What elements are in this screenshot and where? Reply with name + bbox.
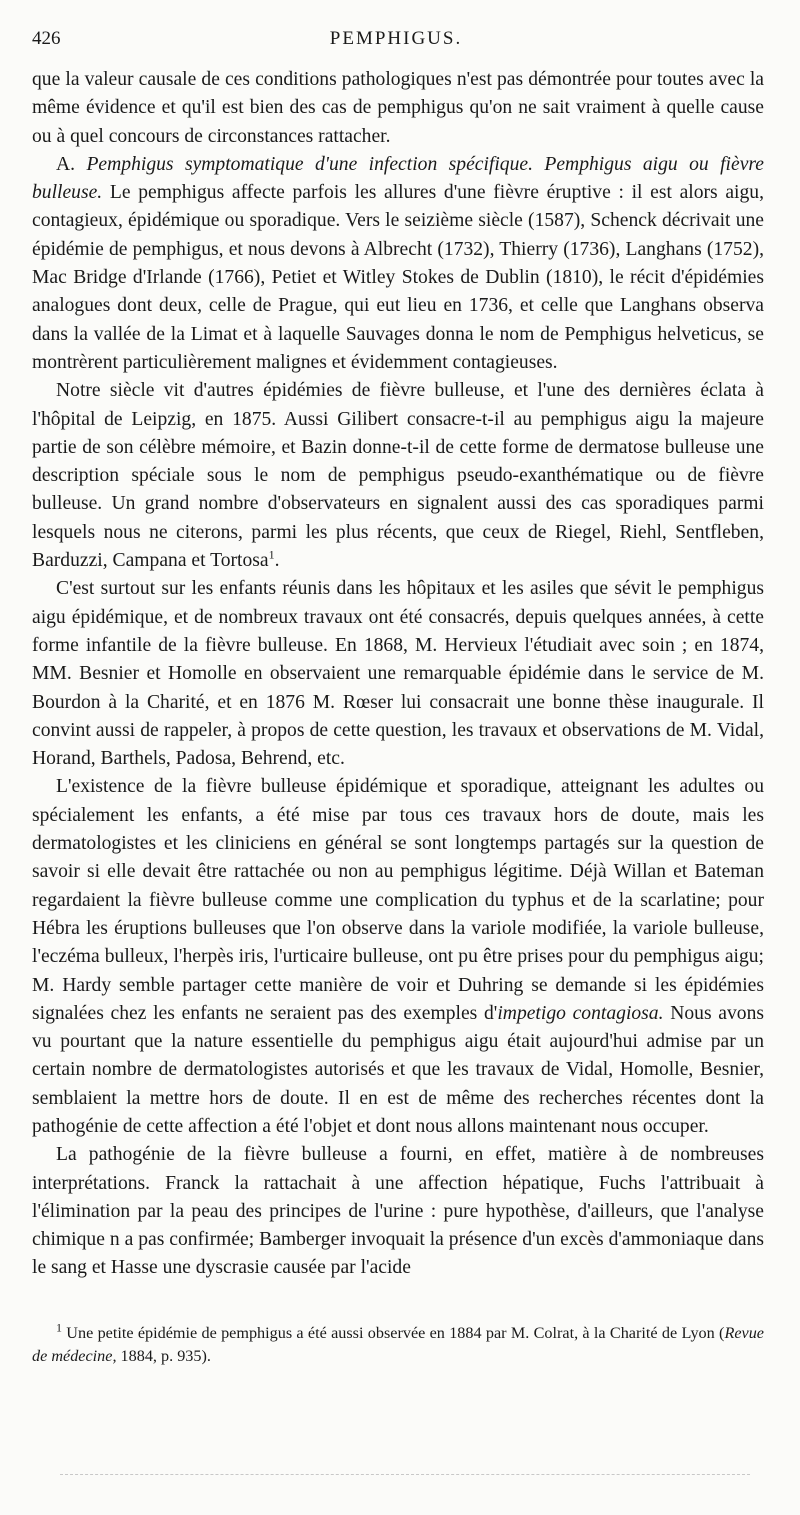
paragraph [32,377,764,575]
running-title: PEMPHIGUS. [329,28,463,49]
paragraph [32,773,764,1141]
footnote-reference: 1 [268,547,275,562]
paragraph-text: Nous avons vu pourtant que la nature essentielle du pemphigus aigu était aujourd'hui admise par un certain nombre de dermatologistes autorisés et que les travaux de Vidal, Homolle, Besnier, semblaient la mettre hors de doute. Il en est de même des recherches récentes dont la pathogénie de cette affection a été l'objet et dont nous allons maintenant nous occuper. [32,1002,764,1137]
footnote-text: 1884, p. 935). [116,1347,211,1365]
section-letter: A. [56,153,87,175]
paragraph: que la valeur causale de ces conditions pathologiques n'est pas démontrée pour toutes avec la même évidence et qu'il est bien des cas de pemphigus qu'on ne sait vraiment à quelle cause ou à quel concours de circonstances rattacher. [32,69,764,147]
paragraph-text: Notre siècle vit d'autres épidémies de fièvre bulleuse, et l'une des dernières éclata à l'hôpital de Leipzig, en 1875. Aussi Gilibert consacre-t-il au pemphigus aigu la majeure partie de son célèbre mémoire, et Bazin donne-t-il de cette forme de dermatose bulleuse une description spéciale sous le nom de pemphigus pseudo-exanthématique ou de fièvre bulleuse. Un grand nombre d'observateurs en signalent aussi des cas sporadiques parmi lesquels nous ne citerons, parmi les plus récents, que ceux de Riegel, Riehl, Sentfleben, Barduzzi, Campana et Tortosa [32,380,764,572]
italic-term: impetigo contagiosa. [497,1002,664,1024]
paragraph-section-a [32,151,764,377]
paragraph-text: . [274,550,280,572]
page-number: 426 [32,28,61,49]
section-heading: Pemphigus symptomatique d'une infection spécifique. Pemphigus aigu ou fièvre bulleuse. [32,153,764,204]
paragraph-text: L'existence de la fièvre bulleuse épidémique et sporadique, atteignant les adultes ou spécialement les enfants, a été mise par tous ces travaux hors de doute, mais les dermatologistes et les cliniciens en général se sont longtemps partagés sur la question de savoir si elle devait être rattachée ou non au pemphigus légitime. Déjà Willan et Bateman regardaient la fièvre bulleuse comme une complication du typhus et de la scarlatine; pour Hébra les éruptions bulleuses que l'on observe dans la variole modifiée, la variole bulleuse, l'eczéma bulleux, l'herpès iris, l'urticaire bulleuse, ont pu être prises pour du pemphigus aigu; M. Hardy semble partager cette manière de voir et Duhring se demande si les épidémies signalées chez les enfants ne seraient pas des exemples d' [32,776,764,1024]
bottom-scan-line [60,1474,750,1475]
footnote-journal-title: Revue de médecine, [32,1324,764,1365]
paragraph: C'est surtout sur les enfants réunis dans les hôpitaux et les asiles que sévit le pemphigus aigu épidémique, et de nombreux travaux ont été consacrés, depuis quelques années, à cette forme infantile de la fièvre bulleuse. En 1868, M. Hervieux l'étudiait avec soin ; en 1874, MM. Besnier et Homolle en observaient une remarquable épidémie dans le service de M. Bourdon à la Charité, et en 1876 M. Rœser lui consacrait une bonne thèse inaugurale. Il convint aussi de rappeler, à propos de cette question, les travaux et observations de M. Vidal, Horand, Barthels, Padosa, Behrend, etc. [32,578,764,770]
body-text [32,66,764,1283]
footnote-mark: 1 [56,1320,62,1335]
page-header [32,28,760,54]
paragraph-text: Le pemphigus affecte parfois les allures d'une fièvre éruptive : il est alors aigu, contagieux, épidémique ou sporadique. Vers le seizième siècle (1587), Schenck décrivait une épidémie de pemphigus, et nous devons à Albrecht (1732), Thierry (1736), Langhans (1752), Mac Bridge d'Irlande (1766), Petiet et Witley Stokes de Dublin (1810), le récit d'épidémies analogues dont deux, celle de Prague, qui eut lieu en 1736, et celle que Langhans observa dans la vallée de la Limat et à laquelle Sauvages donna le nom de Pemphigus helveticus, se montrèrent particulièrement malignes et évidemment contagieuses. [32,182,764,373]
footnote [32,1322,764,1368]
paragraph: La pathogénie de la fièvre bulleuse a fourni, en effet, matière à de nombreuses interprétations. Franck la rattachait à une affection hépatique, Fuchs l'attribuait à l'élimination par la peau des principes de l'urine : pure hypothèse, d'ailleurs, que l'analyse chimique n a pas confirmée; Bamberger invoquait la présence d'un excès d'ammoniaque dans le sang et Hasse une dyscrasie causée par l'acide [32,1144,764,1279]
footnote-text: Une petite épidémie de pemphigus a été aussi observée en 1884 par M. Colrat, à la Charité de Lyon ( [62,1324,725,1342]
